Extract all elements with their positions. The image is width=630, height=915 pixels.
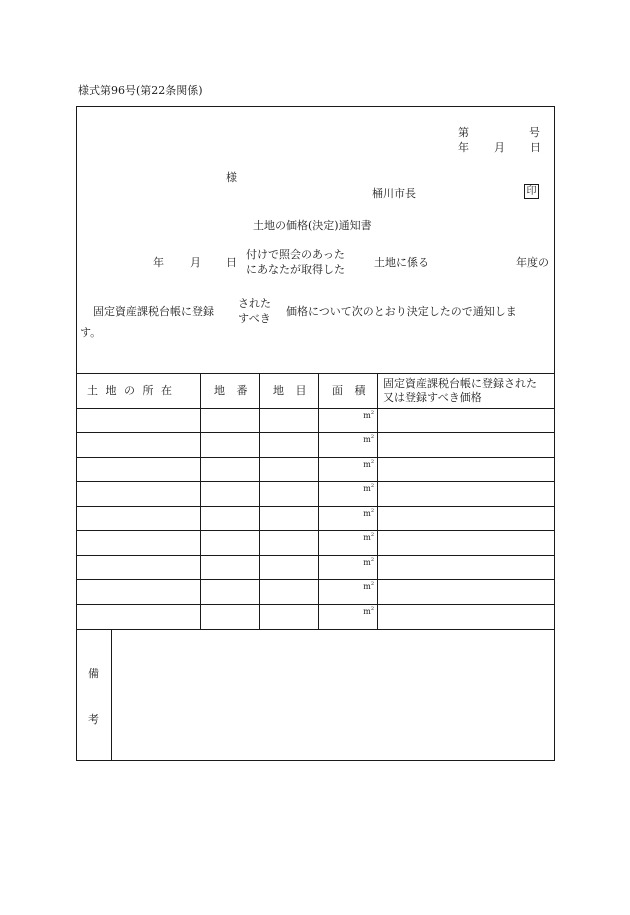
- number-suffix: 号: [529, 126, 540, 139]
- area-unit-mark: $m^2$: [363, 483, 374, 493]
- table-column-divider: [377, 373, 378, 629]
- remarks-divider: [111, 629, 112, 761]
- document-title: 土地の価格(決定)通知書: [253, 219, 372, 232]
- column-header-area: 面 積: [332, 384, 366, 397]
- table-row-divider: [76, 432, 555, 433]
- area-unit-mark: $m^2$: [363, 557, 374, 567]
- table-row-divider: [76, 579, 555, 580]
- area-unit-mark: $m^2$: [363, 532, 374, 542]
- table-column-divider: [259, 373, 260, 629]
- body-date-year: 年: [153, 256, 164, 269]
- decision-text-end: す。: [80, 326, 102, 339]
- remarks-label-char2: 考: [88, 713, 99, 726]
- option-registered: された: [238, 297, 271, 310]
- addressee-honorific: 様: [226, 171, 237, 184]
- remarks-label-char1: 備: [88, 667, 99, 680]
- table-row-divider: [76, 481, 555, 482]
- inquiry-text-line1: 付けで照会のあった: [246, 248, 345, 261]
- table-column-divider: [200, 373, 201, 629]
- table-row-divider: [76, 457, 555, 458]
- issuer-name: 桶川市長: [372, 187, 416, 200]
- land-relation-text: 土地に係る: [374, 256, 429, 269]
- table-bottom-border: [76, 629, 555, 630]
- table-row-divider: [76, 555, 555, 556]
- area-unit-mark: $m^2$: [363, 434, 374, 444]
- table-top-border: [76, 373, 555, 374]
- body-date-month: 月: [190, 256, 201, 269]
- number-prefix: 第: [458, 126, 469, 139]
- column-header-land-category: 地 目: [273, 384, 307, 397]
- date-year-label: 年: [458, 141, 469, 154]
- registry-phrase: 固定資産課税台帳に登録: [93, 305, 214, 318]
- table-row-divider: [76, 530, 555, 531]
- body-date-day: 日: [226, 256, 237, 269]
- seal-stamp: 印: [524, 184, 539, 199]
- form-frame: [76, 106, 555, 761]
- table-row-divider: [76, 604, 555, 605]
- column-header-price-line2: 又は登録すべき価格: [383, 391, 482, 404]
- column-header-lot-number: 地 番: [214, 384, 248, 397]
- table-row-divider: [76, 506, 555, 507]
- column-header-location: 土 地 の 所 在: [87, 384, 172, 397]
- area-unit-mark: $m^2$: [363, 508, 374, 518]
- fiscal-year-text: 年度の: [516, 256, 549, 269]
- column-header-price-line1: 固定資産課税台帳に登録された: [383, 377, 537, 390]
- inquiry-text-line2: にあなたが取得した: [246, 263, 345, 276]
- area-unit-mark: $m^2$: [363, 410, 374, 420]
- table-column-divider: [318, 373, 319, 629]
- form-number-label: 様式第96号(第22条関係): [78, 84, 203, 97]
- area-unit-mark: $m^2$: [363, 581, 374, 591]
- area-unit-mark: $m^2$: [363, 606, 374, 616]
- option-to-be-registered: すべき: [238, 312, 271, 325]
- decision-text: 価格について次のとおり決定したので通知しま: [286, 305, 517, 318]
- area-unit-mark: $m^2$: [363, 459, 374, 469]
- date-month-label: 月: [494, 141, 505, 154]
- date-day-label: 日: [530, 141, 541, 154]
- table-header-bottom: [76, 408, 555, 409]
